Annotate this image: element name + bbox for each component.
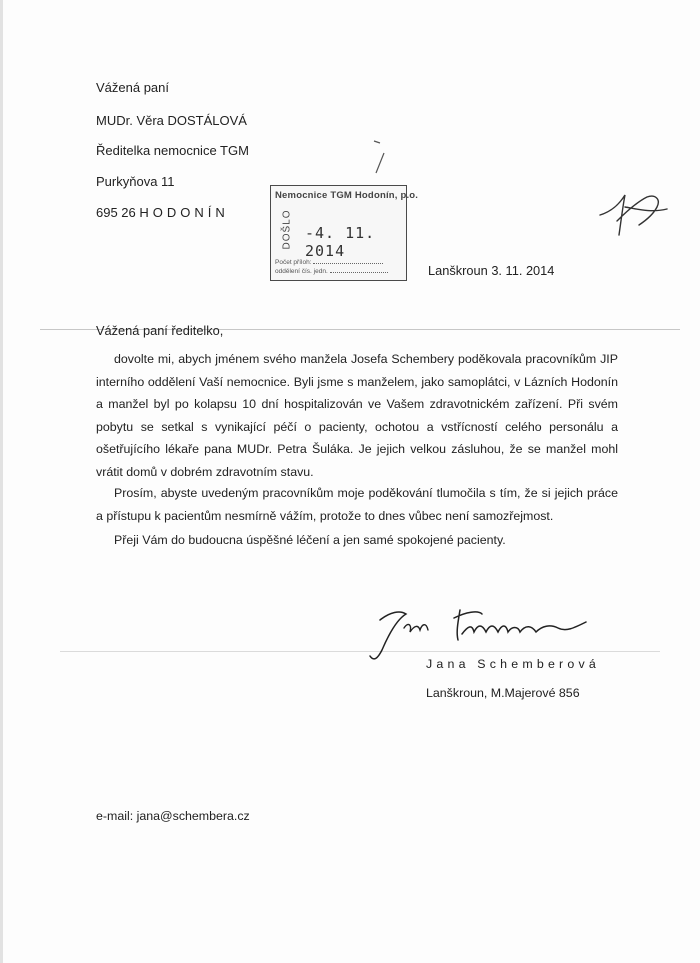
sender-name: Jana Schemberová <box>426 657 600 671</box>
body-paragraph-2: Prosím, abyste uvedeným pracovníkům moje poděkování tlumočila s tím, že si jejich práce a přístupu k pacientům nesmírně vážím, protože to dnes vůbec není samozřejmost. <box>96 486 618 523</box>
recipient-name: MUDr. Věra DOSTÁLOVÁ <box>96 113 247 128</box>
page-edge-shadow-left <box>0 0 3 963</box>
recipient-position: Ředitelka nemocnice TGM <box>96 143 249 158</box>
stamp-header: Nemocnice TGM Hodonín, p.o. <box>275 190 419 201</box>
received-stamp <box>270 185 419 281</box>
handwritten-mark <box>368 135 398 185</box>
stamp-date: -4. 11. 2014 <box>305 224 376 260</box>
recipient-city: HODONÍN <box>139 205 229 220</box>
body-paragraph-1: dovolte mi, abych jménem svého manžela Josefa Schembery poděkovala pracovníkům JIP interního oddělení Vaší nemocnice. Byli jsme s manželem, jako samoplátci, v Lázních Hodonín a manžel byl po kolapsu 10 dní hospitalizován ve Vašem zdravotnickém zařízení. Při svém pobytu se setkal s vynikající péčí o pacienty, ochotou a vstřícností celého personálu a ošetřujícího lékaře pana MUDr. Petra Šuláka. Je jejich velkou zásluhou, že se manžel mohl vrátit domů v dobrém zdravotním stavu. <box>96 352 618 479</box>
letter-greeting: Vážená paní ředitelko, <box>96 323 224 338</box>
stamp-side-label: DOŠLO <box>281 209 293 250</box>
place-date: Lanškroun 3. 11. 2014 <box>428 263 555 278</box>
recipient-postcode: 695 26 <box>96 205 136 220</box>
recipient-salutation: Vážená paní <box>96 80 170 95</box>
handwritten-initials <box>595 185 675 240</box>
recipient-city-line <box>96 205 229 221</box>
sender-email: e-mail: jana@schembera.cz <box>96 809 250 823</box>
stamp-field-department: oddělení čís. jedn. <box>275 266 388 275</box>
stamp-field-attachments: Počet příloh: <box>275 257 383 266</box>
recipient-street: Purkyňova 11 <box>96 174 175 189</box>
sender-address: Lanškroun, M.Majerové 856 <box>426 686 580 700</box>
body-paragraph-3: Přeji Vám do budoucna úspěšné léčení a jen samé spokojené pacienty. <box>114 533 506 547</box>
